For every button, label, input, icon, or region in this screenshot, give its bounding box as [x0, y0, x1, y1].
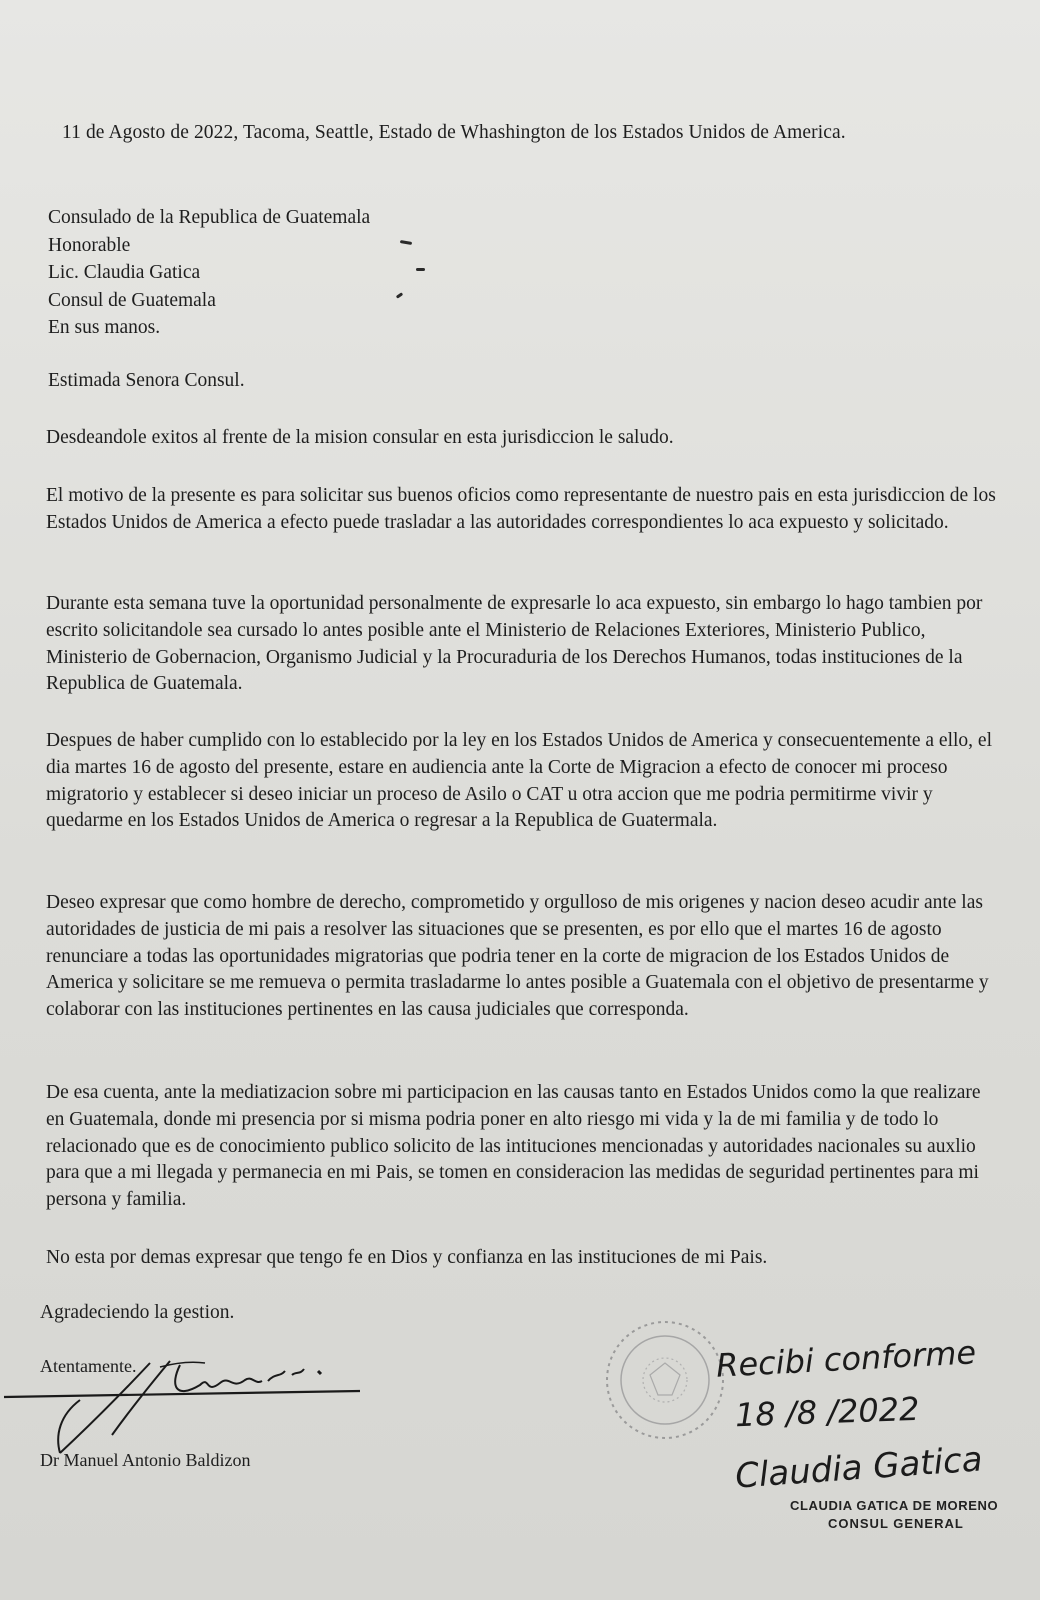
recipient-block	[48, 204, 370, 342]
consul-signature: Claudia Gatica	[733, 1439, 984, 1497]
letter-signoff: Atentamente.	[40, 1356, 137, 1376]
seal-title: CONSUL GENERAL	[828, 1516, 964, 1531]
letter-paragraph: De esa cuenta, ante la mediatizacion sobre mi participacion en las causas tanto en Estados Unidos como la que realizare en Guatemala, donde mi presencia por si misma podria poner en alto riesgo mi vida y la de mi familia y de todo lo relacionado que es de conocimiento publico solicito de las intituciones mencionadas y autoridades nacionales su auxlio para que a mi llegada y permanecia en mi Pais, se tomen en consideracion las medidas de seguridad pertinentes para mi persona y familia.	[46, 1082, 981, 1211]
letter-closing: Agradeciendo la gestion.	[40, 1302, 235, 1323]
letter-dateline: 11 de Agosto de 2022, Tacoma, Seattle, Estado de Whashington de los Estados Unidos de America.	[62, 122, 846, 143]
pen-mark	[396, 292, 403, 298]
recipient-line: Lic. Claudia Gatica	[48, 262, 201, 284]
letter-paragraph: El motivo de la presente es para solicitar sus buenos oficios como representante de nuestro pais en esta jurisdiccion de los Estados Unidos de America a efecto puede trasladar a las autoridades correspondientes lo aca expuesto y solicitado.	[46, 485, 996, 533]
signature-scribble-icon	[0, 1355, 380, 1465]
signer-name: Dr Manuel Antonio Baldizon	[40, 1450, 251, 1470]
pen-mark	[416, 268, 425, 271]
seal-name: CLAUDIA GATICA DE MORENO	[790, 1498, 999, 1513]
letter-paragraph: Durante esta semana tuve la oportunidad personalmente de expresarle lo aca expuesto, sin embargo lo hago tambien por escrito solicitandole sea cursado lo antes posible ante el Ministerio de Relaciones Exteriores, Ministerio Publico, Ministerio de Gobernacion, Organismo Judicial y la Procuraduria de los Derechos Humanos, todas instituciones de la Republica de Guatemala.	[46, 593, 983, 695]
received-note: Recibi conforme	[715, 1333, 977, 1385]
letter-greeting: Estimada Senora Consul.	[48, 370, 245, 391]
letter-paragraph: No esta por demas expresar que tengo fe en Dios y confianza en las instituciones de mi Pais.	[46, 1247, 768, 1268]
letter-paragraph: Desdeandole exitos al frente de la mision consular en esta jurisdiccion le saludo.	[46, 427, 674, 448]
received-date: 18 /8 /2022	[734, 1389, 921, 1435]
letter-paragraph: Deseo expresar que como hombre de derecho, comprometido y orgulloso de mis origenes y nacion deseo acudir ante las autoridades de justicia de mi pais a resolver las situaciones que se presenten, es por ello que el martes 16 de agosto renunciare a todas las oportunidades migratorias que podria tener en la corte de migracion de los Estados Unidos de America y solicitare se me remueva o permita trasladarme lo antes posible a Guatemala con el objetivo de presentarme y colaborar con las instituciones pertinentes en las causa judiciales que corresponda.	[46, 892, 989, 1021]
pen-mark	[400, 240, 412, 245]
recipient-line: Consul de Guatemala	[48, 289, 216, 311]
consular-stamp-icon	[600, 1315, 730, 1445]
recipient-line: Consulado de la Republica de Guatemala	[48, 207, 371, 228]
recipient-line: Honorable	[48, 234, 131, 256]
recipient-line: En sus manos.	[48, 317, 161, 339]
letter-paragraph: Despues de haber cumplido con lo establecido por la ley en los Estados Unidos de America y consecuentemente a ello, el dia martes 16 de agosto del presente, estare en audiencia ante la Corte de Migracion a efecto de conocer mi proceso migratorio y establecer si deseo iniciar un proceso de Asilo o CAT u otra accion que me podria permitirme vivir y quedarme en los Estados Unidos de America o regresar a la Republica de Guatermala.	[46, 730, 992, 832]
